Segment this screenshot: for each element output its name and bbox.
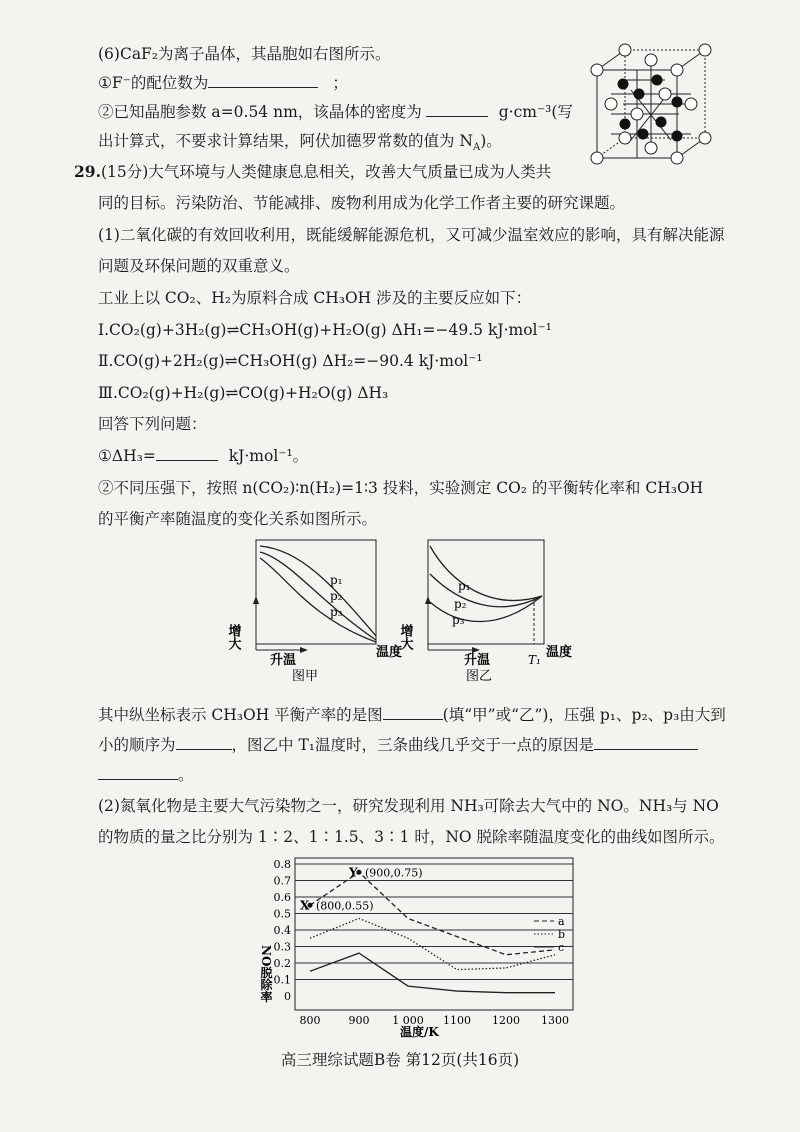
figure-yi <box>397 532 600 684</box>
q29-q-line3 <box>98 765 194 785</box>
answer-blank[interactable] <box>594 735 698 750</box>
annotation-label-Y: Y <box>349 865 358 880</box>
q29-intro-1 <box>74 162 551 182</box>
q29-q-line3-end: 。 <box>178 766 194 784</box>
q28-6-2 <box>98 102 573 122</box>
figure-yi-curve-p2 <box>430 574 542 607</box>
delta-h3-unit: kJ·mol⁻¹。 <box>228 447 309 465</box>
q29-intro-text: (15分)大气环境与人类健康息息相关，改善大气质量已成为人类共 <box>100 163 552 181</box>
x-tick-label: 1 000 <box>392 1014 424 1027</box>
figure-yi-y-arrow-head <box>425 596 431 604</box>
figure-yi-caption: 图乙 <box>466 669 493 684</box>
chart-annotations <box>300 865 423 912</box>
legend-label-b: b <box>558 928 566 941</box>
figure-yi-t1-label: T₁ <box>528 653 541 667</box>
reaction-1: Ⅰ.CO₂(g)+3H₂(g)⇌CH₃OH(g)+H₂O(g) ΔH₁=−49.5 kJ·mol⁻¹ <box>98 321 552 339</box>
q28-6-1-end: ； <box>332 74 348 92</box>
figure-jia-label-p2: p₂ <box>330 589 343 603</box>
figure-jia-xlabel: 升温 <box>270 653 297 668</box>
annotation-text-Y: (900,0.75) <box>365 866 423 880</box>
figure-jia-curve-p3 <box>260 558 376 642</box>
q28-6-2-text: ②已知晶胞参数 a=0.54 nm，该晶体的密度为 <box>98 103 422 121</box>
figure-yi-curve-p1 <box>430 546 542 600</box>
q29-q-line1-text2: (填“甲”或“乙”)，压强 p₁、p₂、p₃由大到 <box>442 706 726 724</box>
reaction-3: Ⅲ.CO₂(g)+H₂(g)⇌CO(g)+H₂O(g) ΔH₃ <box>98 384 389 402</box>
answer-blank[interactable] <box>383 705 443 720</box>
no-removal-chart <box>260 850 580 1040</box>
question-number: 29. <box>74 162 101 181</box>
x-tick-label: 1100 <box>443 1014 471 1027</box>
answer-blank[interactable] <box>156 446 218 461</box>
chart-legend <box>534 915 565 954</box>
figure-yi-xend: 温度 <box>546 645 573 660</box>
q29-p2b: 的物质的量之比分别为 1∶2、1∶1.5、3∶1 时，NO 脱除率随温度变化的曲线如图所示。 <box>98 828 725 846</box>
q29-intro-2: 同的目标。污染防治、节能减排、废物利用成为化学工作者主要的研究课题。 <box>98 194 626 212</box>
q29-industry: 工业上以 CO₂、H₂为原料合成 CH₃OH 涉及的主要反应如下： <box>98 289 532 307</box>
figure-yi-xlabel: 升温 <box>464 653 491 668</box>
y-tick-label: 0.6 <box>273 891 291 904</box>
avogadro-subscript: A <box>473 142 481 154</box>
chart-series <box>310 872 555 992</box>
figure-jia-label-p3: p₃ <box>330 605 343 619</box>
figure-yi-ylabel: 增大 <box>397 624 413 650</box>
figure-yi-frame <box>428 540 544 644</box>
q28-6-1-text: ①F⁻的配位数为 <box>98 74 209 92</box>
q29-sub2a: ②不同压强下，按照 n(CO₂)∶n(H₂)=1∶3 投料，实验测定 CO₂ 的平衡转化率和 CH₃OH <box>98 479 704 497</box>
answer-intro: 回答下列问题： <box>98 415 207 433</box>
fluoride-ions <box>618 75 683 142</box>
chart-ylabel: NO脱除率 <box>259 945 273 1003</box>
answer-blank[interactable] <box>208 73 318 88</box>
q29-q-line1-text: 其中纵坐标表示 CH₃OH 平衡产率的是图 <box>98 706 383 724</box>
answer-blank[interactable] <box>176 735 232 750</box>
series-line-c <box>310 953 555 993</box>
q29-p1b: 问题及环保问题的双重意义。 <box>98 257 300 275</box>
q29-q-line2-text: 小的顺序为 <box>98 736 176 754</box>
figure-jia-y-arrow-head <box>253 596 259 604</box>
q28-6-2-unit: g·cm⁻³(写 <box>498 103 573 121</box>
figure-jia-xend: 温度 <box>376 645 403 660</box>
figure-yi-label-p2: p₂ <box>454 597 467 611</box>
q29-p2a: (2)氮氧化物是主要大气污染物之一，研究发现利用 NH₃可除去大气中的 NO。NH₃与 NO <box>98 797 719 815</box>
figure-yi-label-p3: p₃ <box>452 613 465 627</box>
figure-jia-x-arrow-head <box>300 647 308 653</box>
q29-sub1 <box>98 446 308 466</box>
q28-6-2c-text: 出计算式，不要求计算结果，阿伏加德罗常数的值为 N <box>98 132 473 150</box>
page-footer: 高三理综试题B卷 第12页(共16页) <box>280 1051 520 1069</box>
q28-6-1 <box>98 73 348 93</box>
q28-6-2c <box>98 131 502 158</box>
chart-y-ticks <box>274 858 292 1003</box>
q28-6-intro: (6)CaF₂为离子晶体，其晶胞如右图所示。 <box>98 45 391 63</box>
y-tick-label: 0.1 <box>273 973 291 987</box>
answer-blank[interactable] <box>426 102 488 117</box>
x-tick-label: 1200 <box>492 1014 520 1027</box>
reaction-2: Ⅱ.CO(g)+2H₂(g)⇌CH₃OH(g) ΔH₂=−90.4 kJ·mol⁻¹ <box>98 352 483 370</box>
q29-q-line2-text2: ，图乙中 T₁温度时，三条曲线几乎交于一点的原因是 <box>231 736 594 754</box>
x-tick-label: 800 <box>299 1014 321 1027</box>
y-tick-label: 0 <box>284 990 291 1003</box>
chart-xlabel: 温度/K <box>400 1025 439 1039</box>
y-tick-label: 0.7 <box>273 874 291 888</box>
chart-gridlines <box>295 864 573 980</box>
answer-blank[interactable] <box>98 765 178 780</box>
legend-label-c: c <box>558 941 565 954</box>
delta-h3-label: ①ΔH₃= <box>98 447 156 465</box>
figure-jia <box>225 532 420 684</box>
q29-p1a: (1)二氧化碳的有效回收利用，既能缓解能源危机，又可减少温室效应的影响，具有解决能源 <box>98 226 725 244</box>
q28-6-2c-end: )。 <box>480 132 502 150</box>
y-tick-label: 0.8 <box>273 858 291 871</box>
x-tick-label: 1300 <box>541 1014 569 1027</box>
y-tick-label: 0.5 <box>273 907 291 921</box>
figure-jia-label-p1: p₁ <box>330 573 343 587</box>
figure-yi-label-p1: p₁ <box>458 579 471 593</box>
figure-jia-curve-p2 <box>260 552 376 640</box>
y-tick-label: 0.4 <box>273 924 291 937</box>
q29-sub2b: 的平衡产率随温度的变化关系如图所示。 <box>98 510 378 528</box>
figure-jia-caption: 图甲 <box>292 669 319 684</box>
y-tick-label: 0.3 <box>273 940 291 954</box>
annotation-label-X: X <box>300 898 310 913</box>
y-tick-label: 0.2 <box>273 957 291 970</box>
q29-q-line1 <box>98 705 726 725</box>
series-line-b <box>310 918 555 969</box>
figure-jia-ylabel: 增大 <box>225 624 241 650</box>
legend-label-a: a <box>558 915 565 928</box>
caf2-unit-cell-figure <box>585 40 720 178</box>
x-tick-label: 900 <box>348 1014 370 1027</box>
q29-q-line2 <box>98 735 698 755</box>
annotation-text-X: (800,0.55) <box>316 899 374 913</box>
